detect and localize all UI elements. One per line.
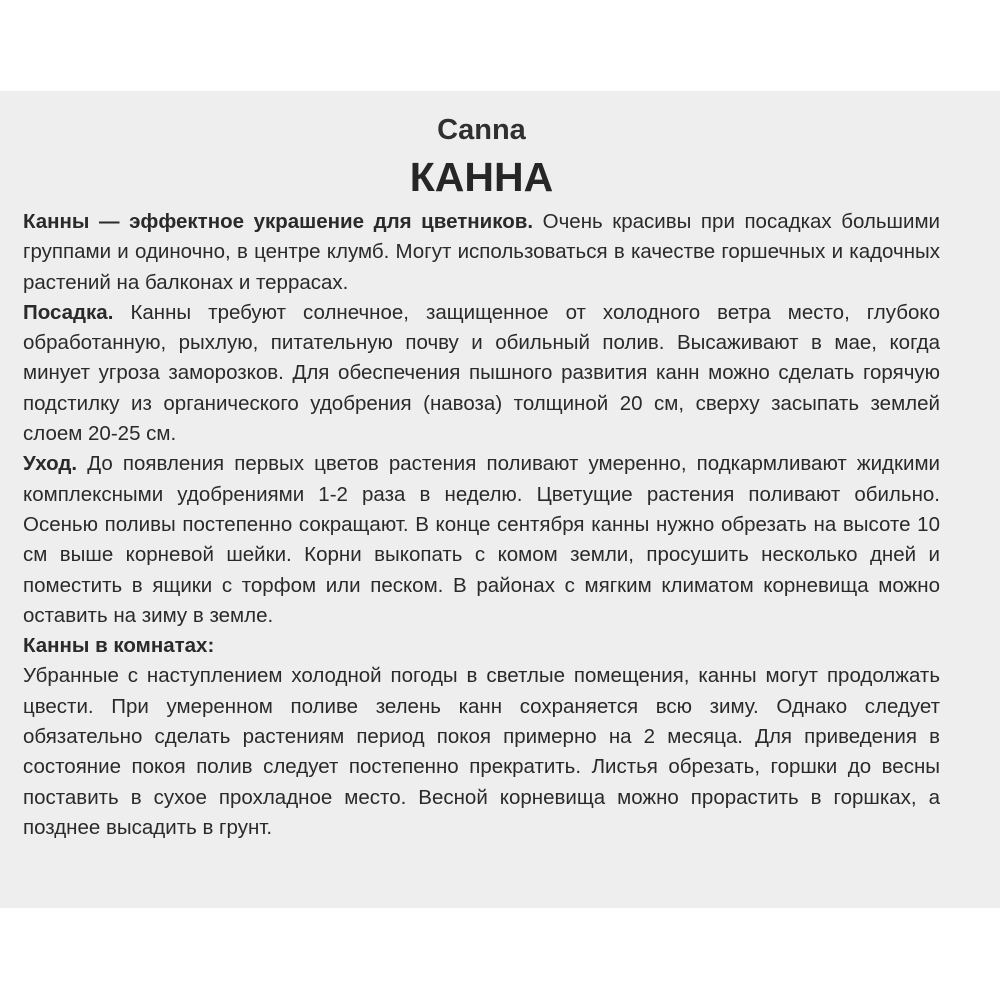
- intro-lead: Канны — эффектное украшение для цветников.: [23, 210, 534, 233]
- intro-text: Очень красивы при посадках большими группами и одиночно, в центре клумб. Могут использоваться в качестве горшечных и кадочных растений на балконах и террасах.: [23, 210, 940, 294]
- latin-name: Canna: [437, 114, 526, 146]
- care-lead: Уход.: [23, 452, 78, 476]
- care-text: До появления первых цветов растения поливают умеренно, подкармливают жидкими комплексными удобрениями 1-2 раза в неделю. Цветущие растения поливают обильно. Осенью поливы постепенно сокращают. В конце сентября канны нужно обрезать на высоте 10 см выше корневой шейки. Корни выкопать с комом земли, просушить несколько дней и поместить в ящики с торфом или песком. В районах с мягким климатом корневища можно оставить на зиму в земле.: [23, 452, 940, 627]
- page-title: КАННА: [409, 154, 554, 200]
- care-paragraph: [23, 449, 940, 631]
- indoor-paragraph: Убранные с наступлением холодной погоды в светлые помещения, канны могут продолжать цвести. При умеренном поливе зелень канн сохраняется всю зиму. Однако следует обязательно сделать растениям период покоя примерно на 2 месяца. Для приведения в состояние покоя полив следует постепенно прекратить. Листья обрезать, горшки до весны поставить в сухое прохладное место. Весной корневища можно прорастить в горшках, а позднее высадить в грунт.: [23, 664, 940, 839]
- seed-packet-card: [0, 91, 1000, 908]
- planting-lead: Посадка.: [23, 300, 114, 324]
- planting-text: Канны требуют солнечное, защищенное от холодного ветра место, глубоко обработанную, рыхлую, питательную почву и обильный полив. Высаживают в мае, когда минует угроза заморозков. Для обеспечения пышного развития канн можно сделать горячую подстилку из органического удобрения (навоза) толщиной 20 см, сверху засыпать землей слоем 20-25 см.: [23, 300, 940, 446]
- intro-paragraph: [23, 207, 940, 298]
- planting-paragraph: [23, 298, 940, 449]
- indoor-heading: Канны в комнатах:: [23, 634, 215, 658]
